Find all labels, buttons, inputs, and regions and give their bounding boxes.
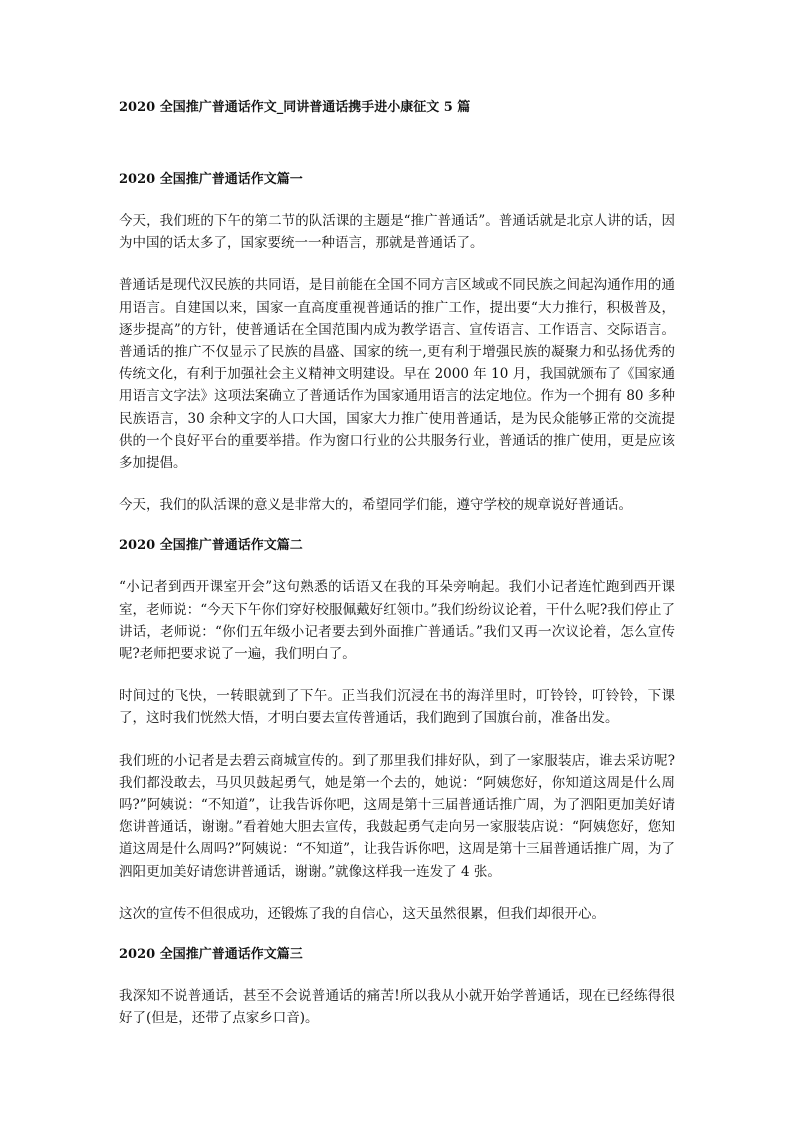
paragraph: 普通话是现代汉民族的共同语，是目前能在全国不同方言区域或不同民族之间起沟通作用的通用语言。自建国以来，国家一直高度重视普通话的推广工作，提出要“大力推行，积极普及，逐步提高”的方针，使普通话在全国范围内成为教学语言、宣传语言、工作语言、交际语言。普通话的推广不仅显示了民族的昌盛、国家的统一,更有利于增强民族的凝聚力和弘扬优秀的传统文化，有利于加强社会主义精神文明建设。早在 2000 年 10 月，我国就颁布了《国家通用语言文字法》这项法案确立了普通话作为国家通用语言的法定地位。作为一个拥有 80 多种民族语言，30 余种文字的人口大国，国家大力推广使用普通话，是为民众能够正常的交流提供的一个良好平台的重要举措。作为窗口行业的公共服务行业，普通话的推广使用，更是应该多加提倡。 xyxy=(119,277,675,472)
paragraph: 这次的宣传不但很成功，还锻炼了我的自信心，这天虽然很累，但我们却很开心。 xyxy=(119,905,605,922)
paragraph: 今天，我们的队活课的意义是非常大的，希望同学们能，遵守学校的规章说好普通话。 xyxy=(119,497,632,514)
paragraph: “小记者到西开课室开会”这句熟悉的话语又在我的耳朵旁响起。我们小记者连忙跑到西开课室，老师说：“今天下午你们穿好校服佩戴好红领巾。”我们纷纷议论着，干什么呢?我们停止了讲话，老师说：“你们五年级小记者要去到外面推广普通话。”我们又再一次议论着，怎么宣传呢?老师把要求说了一遍，我们明白了。 xyxy=(119,579,675,663)
paragraph: 时间过的飞快，一转眼就到了下午。正当我们沉浸在书的海洋里时，叮铃铃，叮铃铃，下课了，这时我们恍然大悟，才明白要去宣传普通话，我们跑到了国旗台前，准备出发。 xyxy=(119,688,675,727)
paragraph: 今天，我们班的下午的第二节的队活课的主题是“推广普通话”。普通话就是北京人讲的话，因为中国的话太多了，国家要统一一种语言，那就是普通话了。 xyxy=(119,213,675,252)
section-heading-1: 2020 全国推广普通话作文篇一 xyxy=(119,172,303,187)
document-title: 2020 全国推广普通话作文_同讲普通话携手进小康征文 5 篇 xyxy=(119,100,471,115)
paragraph: 我们班的小记者是去碧云商城宣传的。到了那里我们排好队，到了一家服装店，谁去采访呢?我们都没敢去，马贝贝鼓起勇气，她是第一个去的，她说：“阿姨您好，你知道这周是什么周吗?”阿姨说：“不知道”，让我告诉你吧，这周是第十三届普通话推广周，为了泗阳更加美好请您讲普通话，谢谢。”看着她大胆去宣传，我鼓起勇气走向另一家服装店说：“阿姨您好，您知道这周是什么周吗?”阿姨说：“不知道”，让我告诉你吧，这周是第十三届普通话推广周，为了泗阳更加美好请您讲普通话，谢谢。”就像这样我一连发了 4 张。 xyxy=(119,752,675,880)
document-body xyxy=(119,98,675,1049)
section-heading-2: 2020 全国推广普通话作文篇二 xyxy=(119,538,303,554)
paragraph: 我深知不说普通话，甚至不会说普通话的痛苦!所以我从小就开始学普通话，现在已经练得很好了(但是，还带了点家乡口音)。 xyxy=(119,988,675,1027)
section-heading-3: 2020 全国推广普通话作文篇三 xyxy=(119,947,303,963)
